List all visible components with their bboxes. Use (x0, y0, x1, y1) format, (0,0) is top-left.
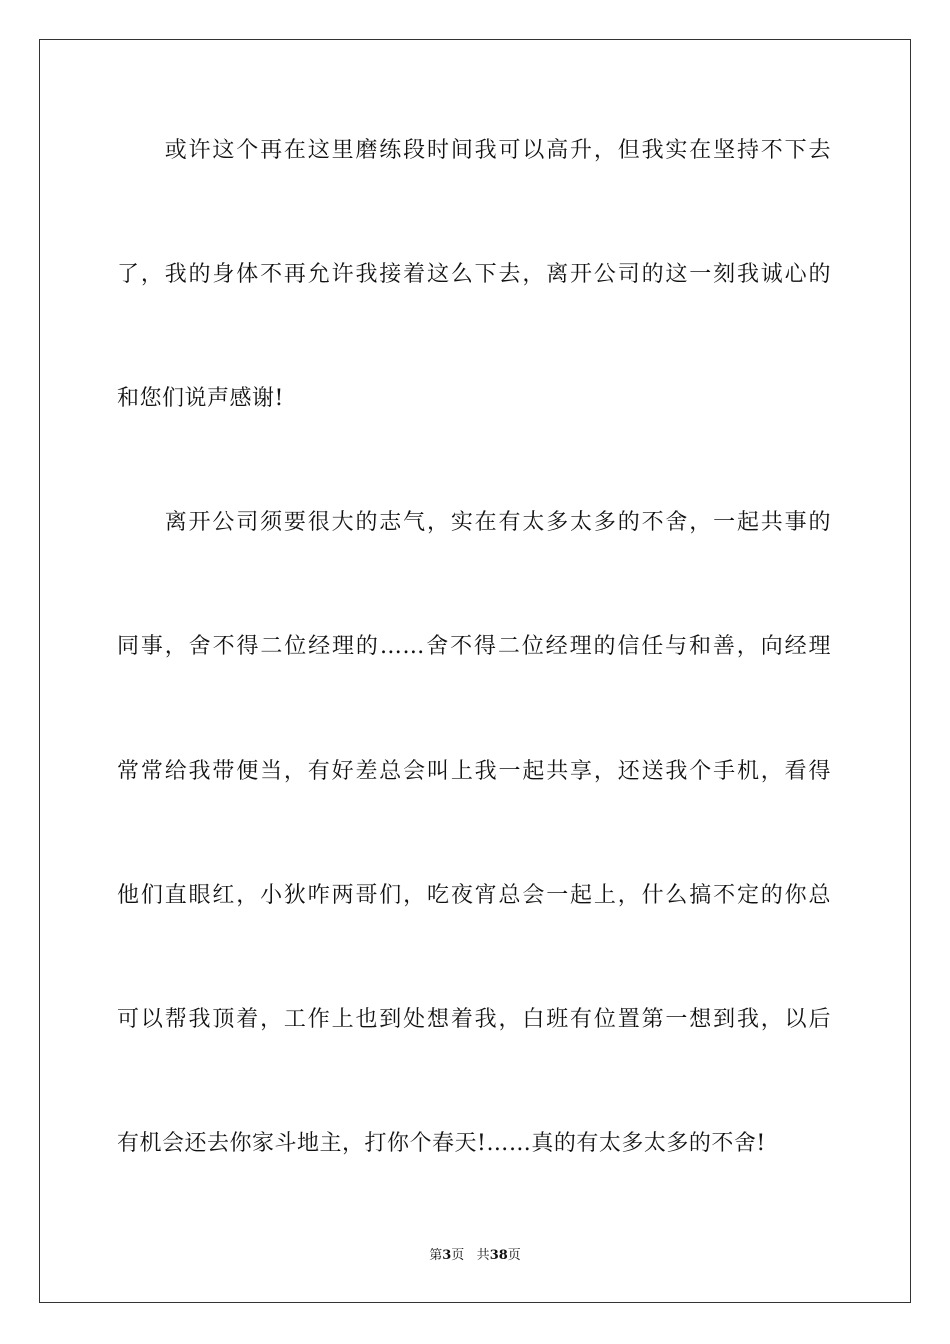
paragraph-1-line-3: 和您们说声感谢! (117, 386, 284, 411)
page-prefix: 第 (429, 1248, 443, 1263)
page-footer (0, 1247, 950, 1265)
paragraph-2-line-4: 他们直眼红，小狄咋两哥们，吃夜宵总会一起上，什么搞不定的你总 (117, 883, 831, 908)
paragraph-2-line-6: 有机会还去你家斗地主，打你个春天!……真的有太多太多的不舍! (117, 1131, 766, 1156)
paragraph-2-line-5: 可以帮我顶着，工作上也到处想着我，白班有位置第一想到我，以后 (117, 1007, 831, 1032)
total-prefix: 共 (476, 1248, 490, 1263)
page-border (39, 39, 911, 1303)
paragraph-1-line-2: 了，我的身体不再允许我接着这么下去，离开公司的这一刻我诚心的 (117, 262, 831, 287)
paragraph-2-line-1: 离开公司须要很大的志气，实在有太多太多的不舍，一起共事的 (117, 510, 831, 535)
current-page-number: 3 (442, 1248, 452, 1263)
page-suffix: 页 (451, 1248, 465, 1263)
total-suffix: 页 (507, 1248, 521, 1263)
total-page-count: 38 (489, 1248, 508, 1263)
paragraph-1-line-1: 或许这个再在这里磨练段时间我可以高升，但我实在坚持不下去 (117, 138, 831, 163)
paragraph-2-line-2: 同事，舍不得二位经理的……舍不得二位经理的信任与和善，向经理 (117, 634, 831, 659)
paragraph-2-line-3: 常常给我带便当，有好差总会叫上我一起共享，还送我个手机，看得 (117, 759, 831, 784)
